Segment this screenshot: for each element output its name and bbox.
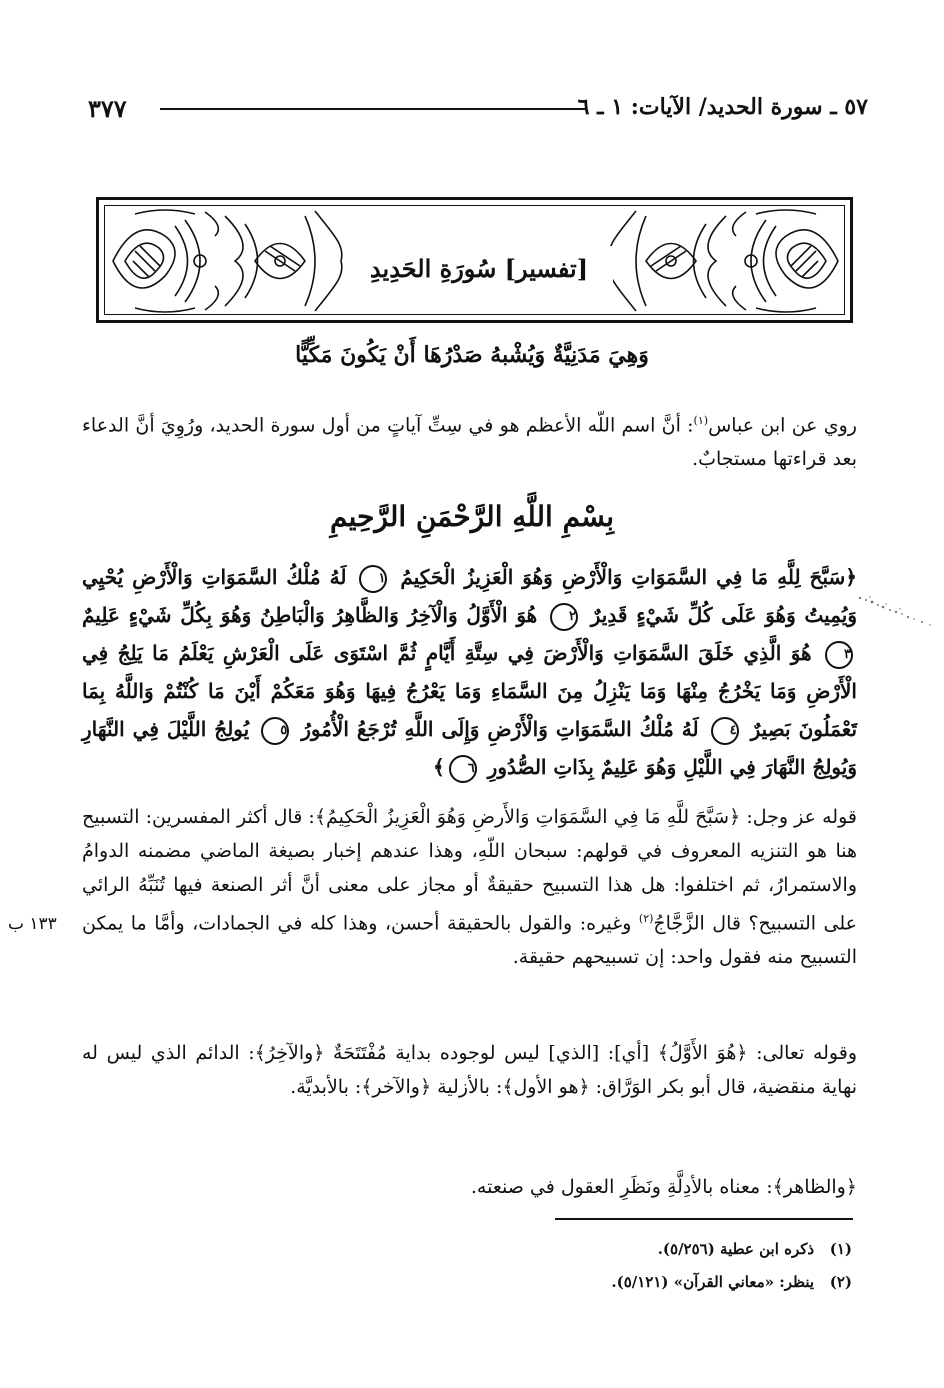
surah-title: [تفسير] سُورَةِ الحَدِيدِ xyxy=(369,253,589,283)
page-number: ٣٧٧ xyxy=(88,94,127,123)
banner-inner-frame xyxy=(104,205,845,315)
commentary-paragraph-3: ﴿والظاهر﴾: معناه بالأدِلَّةِ ونَظَرِ العقول في صنعته. xyxy=(470,1176,857,1198)
footnote-2-number: (٢) xyxy=(829,1273,852,1291)
running-title: ٥٧ ـ سورة الحديد/ الآيات: ١ ـ ٦ xyxy=(577,94,868,120)
banner-title-box xyxy=(345,246,613,290)
footnote-1-text: ذكره ابن عطية (٥/٢٥٦). xyxy=(657,1240,815,1258)
running-header xyxy=(88,94,868,128)
verse-close-bracket: ﴾ xyxy=(432,755,445,779)
ayah-number-5: ٥ xyxy=(261,717,289,745)
header-rule xyxy=(160,108,586,110)
footnote-2 xyxy=(400,1273,852,1291)
ayah-number-6: ٦ xyxy=(449,755,477,783)
ayah-6: يُولِجُ اللَّيْلَ فِي النَّهَارِ وَيُولِجُ النَّهَارَ فِي اللَّيْلِ وَهُوَ عَلِيمٌ بِذَاتِ الصُّدُورِ xyxy=(82,717,857,779)
footnote-2-text: ينظر: «معاني القرآن» (٥/١٢١). xyxy=(611,1273,815,1291)
surah-title-banner xyxy=(96,197,853,323)
scan-smudge xyxy=(852,588,942,632)
surah-subtitle: وَهِيَ مَدَنِيَّةٌ وَيُشْبهُ صَدْرُهَا أَنْ يَكُونَ مَكِّيًّا xyxy=(295,342,649,368)
ayah-number-4: ٤ xyxy=(711,717,739,745)
ayah-3: هُوَ الْأَوَّلُ وَالْآخِرُ وَالظَّاهِرُ وَالْبَاطِنُ وَهُوَ بِكُلِّ شَيْءٍ عَلِيمٌ xyxy=(82,603,538,627)
intro-text-2: : أنَّ اسم اللّه الأعظم هو في سِتِّ آياتٍ من أول سورة الحديد، ورُوِيَ أنَّ الدعاء بعد قراءتها مستجابٌ. xyxy=(82,414,857,471)
footnote-rule xyxy=(555,1218,853,1220)
manuscript-folio-note: ١٣٣ ب xyxy=(8,914,57,934)
commentary-paragraph-2: وقوله تعالى: ﴿هُوَ الأَوَّلُ﴾ [أي]: [الذي] ليس لوجوده بداية مُفْتَتَحَةٌ ﴿والآخِرُ﴾: الدائم الذي ليس له نهاية منقضية، قال أبو بكر الوَرَّاق: ﴿هو الأول﴾: بالأزلية ﴿والآخر﴾: بالأبديَّة. xyxy=(82,1042,857,1098)
verse-open-bracket: ﴿ xyxy=(845,565,857,589)
footnote-ref-2: (٢) xyxy=(638,912,654,925)
ayah-1: سَبَّحَ لِلَّهِ مَا فِي السَّمَوَاتِ وَالْأَرْضِ وَهُوَ الْعَزِيزُ الْحَكِيمُ xyxy=(400,565,846,589)
ayah-number-3: ٣ xyxy=(825,641,853,669)
footnote-ref-1: (١) xyxy=(693,414,709,427)
intro-text-1: روي عن ابن عباس xyxy=(708,414,857,437)
commentary-paragraph-1 xyxy=(82,800,857,974)
quran-verses xyxy=(82,558,857,786)
ayah-number-1: ١ xyxy=(359,565,387,593)
ayah-2: لَهُ مُلْكُ السَّمَوَاتِ وَالْأَرْضِ يُحْيِي وَيُمِيتُ وَهُوَ عَلَى كُلِّ شَيْءٍ قَدِيرٌ xyxy=(82,565,857,627)
ayah-4: هُوَ الَّذِي خَلَقَ السَّمَوَاتِ وَالْأَرْضَ فِي سِتَّةِ أَيَّامٍ ثُمَّ اسْتَوَى عَلَى الْعَرْشِ يَعْلَمُ مَا يَلِجُ فِي الْأَرْضِ وَمَا يَخْرُجُ مِنْهَا وَمَا يَنْزِلُ مِنَ السَّمَاءِ وَمَا يَعْرُجُ فِيهَا وَهُوَ مَعَكُمْ أَيْنَ مَا كُنْتُمْ وَاللَّهُ بِمَا تَعْمَلُونَ بَصِيرٌ xyxy=(82,641,858,741)
ayah-number-2: ٢ xyxy=(550,603,578,631)
commentary-1-text-a: قوله عز وجل: ﴿سَبَّحَ للَّهِ مَا فِي السَّمَوَاتِ وَالأَرضِ وَهُوَ الْعَزِيزُ الْحَكِيمُ﴾: قال أكثر المفسرين: التسبيح هنا هو التنزيه المعروف في قولهم: سبحان اللّهِ، وهذا عندهم إخبار بصيغة الماضي مضمنه الدوامُ والاستمرارُ، ثم اختلفوا: هل هذا التسبيح حقيقةٌ أو مجاز على معنى أنَّ أثر الصنعة فيها تُنَبِّهُ الرائي على التسبيح؟ قال الزَّجَّاجُ xyxy=(82,806,857,935)
commentary-1-text-b: وغيره: والقول بالحقيقة أحسن، وهذا كله في الجمادات، وأمَّا ما يمكن التسبيح منه فقول واحد: إن تسبيحهم حقيقة. xyxy=(82,912,857,969)
intro-paragraph xyxy=(82,404,857,476)
footnote-1 xyxy=(400,1240,852,1258)
footnote-1-number: (١) xyxy=(829,1240,852,1258)
ayah-5: لَهُ مُلْكُ السَّمَوَاتِ وَالْأَرْضِ وَإِلَى اللَّهِ تُرْجَعُ الْأُمُورُ xyxy=(301,717,699,741)
basmala: بِسْمِ اللَّهِ الرَّحْمَنِ الرَّحِيمِ xyxy=(330,500,614,533)
